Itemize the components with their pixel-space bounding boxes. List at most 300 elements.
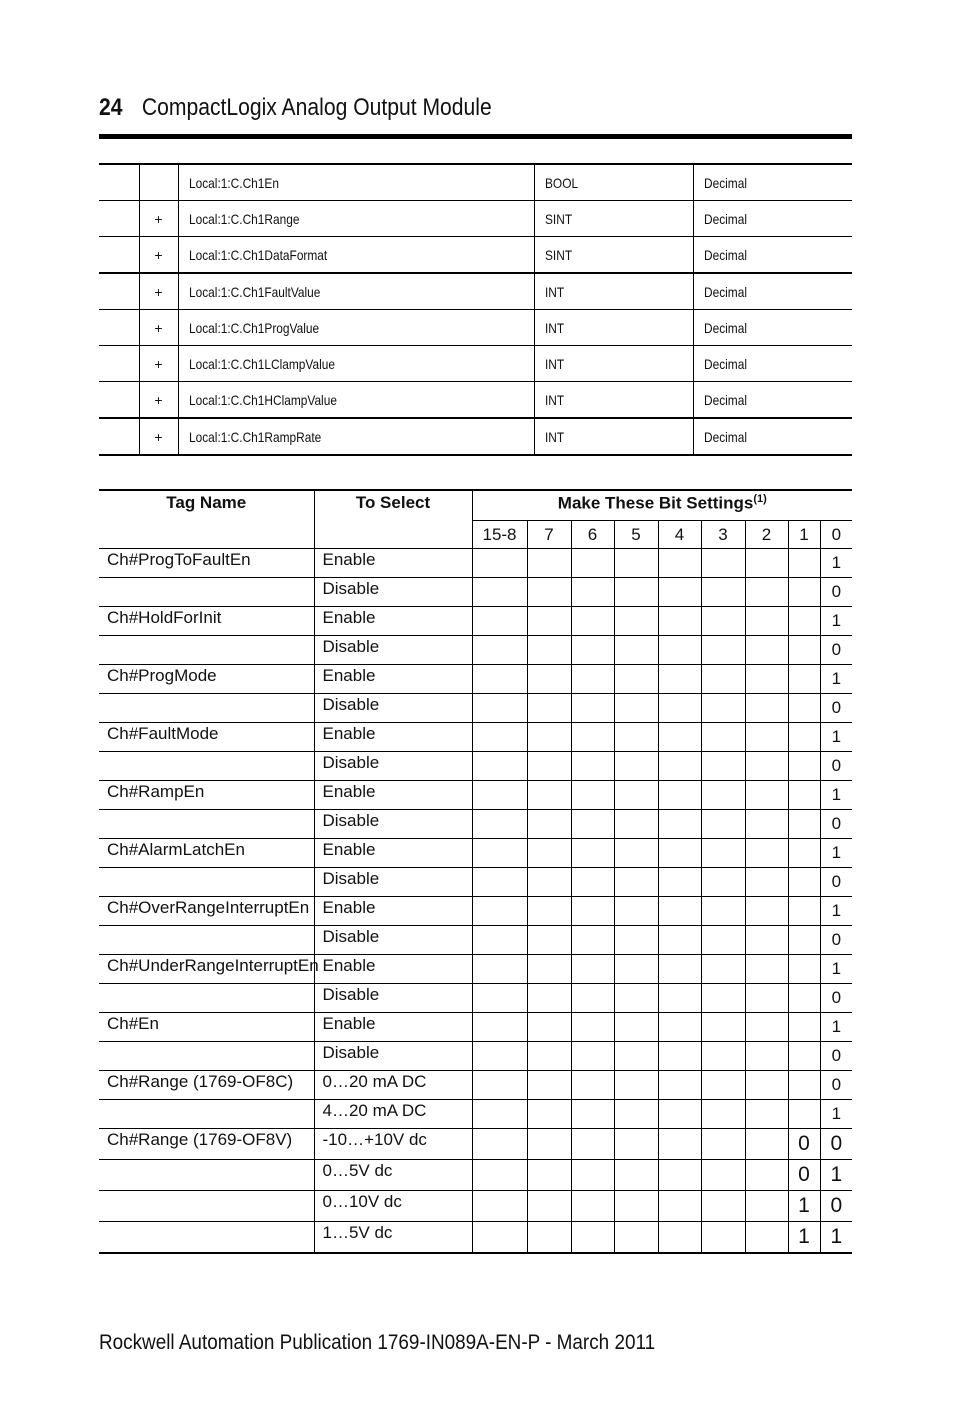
bit-cell bbox=[614, 549, 658, 578]
bit-cell bbox=[527, 1100, 571, 1129]
select-cell: Enable bbox=[314, 897, 472, 926]
bit-cell bbox=[527, 549, 571, 578]
tag-name: Local:1:C.Ch1DataFormat bbox=[188, 246, 327, 263]
bit-1-cell bbox=[788, 752, 820, 781]
bit-cell bbox=[745, 810, 788, 839]
page-header bbox=[99, 94, 492, 122]
select-cell: Enable bbox=[314, 723, 472, 752]
bit-row bbox=[99, 1071, 852, 1100]
bit-cell bbox=[472, 1071, 527, 1100]
bit-row bbox=[99, 752, 852, 781]
bit-cell bbox=[658, 1129, 701, 1160]
footnote-marker: (1) bbox=[753, 493, 767, 505]
bit-cell bbox=[527, 1160, 571, 1191]
bit-0-cell: 0 bbox=[820, 752, 852, 781]
bit-cell bbox=[571, 1160, 614, 1191]
bit-cell bbox=[658, 752, 701, 781]
bit-1-cell bbox=[788, 1100, 820, 1129]
bit-cell bbox=[701, 752, 745, 781]
select-cell: Enable bbox=[314, 839, 472, 868]
bit-cell bbox=[571, 578, 614, 607]
bit-cell bbox=[571, 665, 614, 694]
bit-cell bbox=[614, 723, 658, 752]
bit-row bbox=[99, 1160, 852, 1191]
bit-0-cell: 0 bbox=[820, 636, 852, 665]
bit-cell bbox=[701, 549, 745, 578]
select-cell: Disable bbox=[314, 636, 472, 665]
bit-cell bbox=[658, 607, 701, 636]
bit-cell bbox=[472, 723, 527, 752]
tag-name-cell bbox=[99, 1100, 314, 1129]
data-type: INT bbox=[544, 283, 564, 300]
bit-1-cell bbox=[788, 810, 820, 839]
bit-cell bbox=[658, 955, 701, 984]
bit-cell bbox=[527, 1191, 571, 1222]
bit-cell bbox=[658, 1191, 701, 1222]
bit-cell bbox=[527, 1042, 571, 1071]
bit-cell bbox=[614, 607, 658, 636]
col-bit-settings-label: Make These Bit Settings bbox=[557, 493, 754, 513]
bit-cell bbox=[701, 665, 745, 694]
tag-name-cell: Ch#Range (1769-OF8C) bbox=[99, 1071, 314, 1100]
bit-cell bbox=[472, 810, 527, 839]
tag-name: Local:1:C.Ch1FaultValue bbox=[188, 283, 320, 300]
select-cell: Enable bbox=[314, 955, 472, 984]
bit-cell bbox=[614, 636, 658, 665]
bit-cell bbox=[527, 1222, 571, 1254]
bit-0-cell: 1 bbox=[820, 955, 852, 984]
indent-cell bbox=[99, 418, 139, 455]
bit-cell bbox=[701, 1191, 745, 1222]
bit-row bbox=[99, 1129, 852, 1160]
tag-name-cell bbox=[99, 694, 314, 723]
bit-cell bbox=[472, 607, 527, 636]
select-cell: Enable bbox=[314, 549, 472, 578]
display-style: Decimal bbox=[703, 283, 747, 300]
tag-name-cell bbox=[99, 926, 314, 955]
bit-cell bbox=[571, 1222, 614, 1254]
bit-cell bbox=[571, 1100, 614, 1129]
expand-toggle[interactable]: + bbox=[139, 418, 178, 455]
tag-name-cell: Ch#HoldForInit bbox=[99, 607, 314, 636]
bit-cell bbox=[614, 1042, 658, 1071]
bit-cell bbox=[571, 1071, 614, 1100]
bit-header: 0 bbox=[820, 521, 852, 549]
header-rule bbox=[99, 134, 852, 139]
select-cell: 1…5V dc bbox=[314, 1222, 472, 1254]
bit-cell bbox=[658, 665, 701, 694]
bit-0-cell: 1 bbox=[820, 607, 852, 636]
bit-1-cell bbox=[788, 839, 820, 868]
data-type: SINT bbox=[544, 210, 572, 227]
bit-cell bbox=[745, 1160, 788, 1191]
tag-name-cell: Ch#RampEn bbox=[99, 781, 314, 810]
bit-cell bbox=[701, 578, 745, 607]
bit-cell bbox=[527, 607, 571, 636]
bit-cell bbox=[701, 636, 745, 665]
tag-row bbox=[99, 273, 852, 310]
bit-cell bbox=[745, 694, 788, 723]
display-style: Decimal bbox=[703, 210, 747, 227]
bit-row bbox=[99, 665, 852, 694]
bit-cell bbox=[571, 955, 614, 984]
tag-name: Local:1:C.Ch1Range bbox=[188, 210, 299, 227]
bit-cell bbox=[472, 578, 527, 607]
select-cell: 0…10V dc bbox=[314, 1191, 472, 1222]
bit-row bbox=[99, 926, 852, 955]
bit-1-cell bbox=[788, 549, 820, 578]
tag-name-cell bbox=[99, 1222, 314, 1254]
bit-row bbox=[99, 1100, 852, 1129]
bit-0-cell: 1 bbox=[820, 781, 852, 810]
bit-cell bbox=[472, 1013, 527, 1042]
bit-cell bbox=[658, 578, 701, 607]
bit-cell bbox=[614, 1071, 658, 1100]
bit-row bbox=[99, 897, 852, 926]
tag-name-cell bbox=[99, 636, 314, 665]
bit-row bbox=[99, 549, 852, 578]
data-type: SINT bbox=[544, 246, 572, 263]
bit-cell bbox=[701, 1042, 745, 1071]
bit-cell bbox=[701, 839, 745, 868]
tag-name-cell bbox=[99, 578, 314, 607]
bit-cell bbox=[745, 984, 788, 1013]
bit-cell bbox=[745, 955, 788, 984]
bit-cell bbox=[527, 636, 571, 665]
bit-1-cell bbox=[788, 1071, 820, 1100]
bit-cell bbox=[745, 1100, 788, 1129]
bit-cell bbox=[658, 723, 701, 752]
bit-cell bbox=[658, 839, 701, 868]
bit-cell bbox=[527, 723, 571, 752]
bit-settings-table bbox=[99, 489, 852, 1254]
bit-cell bbox=[614, 752, 658, 781]
bit-0-cell: 1 bbox=[820, 1100, 852, 1129]
bit-cell bbox=[745, 1013, 788, 1042]
bit-cell bbox=[745, 723, 788, 752]
bit-cell bbox=[658, 1100, 701, 1129]
bit-cell bbox=[472, 1191, 527, 1222]
bit-cell bbox=[745, 1129, 788, 1160]
bit-cell bbox=[527, 1013, 571, 1042]
bit-0-cell: 1 bbox=[820, 723, 852, 752]
bit-cell bbox=[701, 897, 745, 926]
select-cell: Disable bbox=[314, 926, 472, 955]
bit-cell bbox=[658, 694, 701, 723]
bit-cell bbox=[614, 955, 658, 984]
bit-cell bbox=[745, 752, 788, 781]
tag-name-cell: Ch#AlarmLatchEn bbox=[99, 839, 314, 868]
bit-cell bbox=[658, 781, 701, 810]
tag-name: Local:1:C.Ch1LClampValue bbox=[188, 355, 335, 372]
bit-row bbox=[99, 955, 852, 984]
bit-cell bbox=[658, 984, 701, 1013]
bit-cell bbox=[745, 897, 788, 926]
bit-cell bbox=[527, 665, 571, 694]
bit-row bbox=[99, 723, 852, 752]
bit-cell bbox=[571, 1042, 614, 1071]
tag-name-cell: Ch#UnderRangeInterruptEn bbox=[99, 955, 314, 984]
bit-cell bbox=[614, 868, 658, 897]
bit-cell bbox=[472, 781, 527, 810]
bit-cell bbox=[614, 694, 658, 723]
bit-cell bbox=[571, 752, 614, 781]
bit-cell bbox=[472, 694, 527, 723]
tag-name: Local:1:C.Ch1HClampValue bbox=[188, 391, 337, 408]
bit-cell bbox=[614, 926, 658, 955]
bit-1-cell bbox=[788, 868, 820, 897]
tag-name-cell bbox=[99, 868, 314, 897]
bit-cell bbox=[701, 868, 745, 897]
bit-row bbox=[99, 1013, 852, 1042]
data-type: INT bbox=[544, 355, 564, 372]
bit-cell bbox=[658, 897, 701, 926]
bit-cell bbox=[701, 694, 745, 723]
bit-row bbox=[99, 839, 852, 868]
bit-1-cell bbox=[788, 926, 820, 955]
bit-cell bbox=[745, 1191, 788, 1222]
bit-cell bbox=[701, 926, 745, 955]
bit-cell bbox=[658, 1071, 701, 1100]
bit-cell bbox=[571, 810, 614, 839]
bit-row bbox=[99, 1191, 852, 1222]
tag-name-cell bbox=[99, 984, 314, 1013]
bit-header: 15-8 bbox=[472, 521, 527, 549]
bit-row bbox=[99, 607, 852, 636]
select-cell: Enable bbox=[314, 665, 472, 694]
bit-cell bbox=[745, 926, 788, 955]
select-cell: Enable bbox=[314, 1013, 472, 1042]
col-to-select: To Select bbox=[314, 490, 472, 549]
indent-cell bbox=[99, 310, 139, 346]
bit-0-cell: 0 bbox=[820, 1071, 852, 1100]
bit-0-cell: 0 bbox=[820, 578, 852, 607]
tag-name: Local:1:C.Ch1RampRate bbox=[188, 428, 321, 445]
bit-cell bbox=[527, 955, 571, 984]
bit-row bbox=[99, 694, 852, 723]
bit-cell bbox=[745, 607, 788, 636]
tag-row bbox=[99, 382, 852, 419]
bit-header: 2 bbox=[745, 521, 788, 549]
bit-cell bbox=[472, 1222, 527, 1254]
bit-cell bbox=[527, 1129, 571, 1160]
bit-cell bbox=[658, 926, 701, 955]
bit-cell bbox=[658, 868, 701, 897]
tag-name-cell: Ch#Range (1769-OF8V) bbox=[99, 1129, 314, 1160]
bit-0-cell: 0 bbox=[820, 1042, 852, 1071]
bit-1-cell bbox=[788, 1013, 820, 1042]
bit-1-cell bbox=[788, 665, 820, 694]
bit-row bbox=[99, 1222, 852, 1254]
bit-cell bbox=[571, 1129, 614, 1160]
bit-0-cell: 1 bbox=[820, 1160, 852, 1191]
data-type: BOOL bbox=[544, 174, 578, 191]
select-cell: Disable bbox=[314, 868, 472, 897]
tag-row bbox=[99, 164, 852, 201]
display-style: Decimal bbox=[703, 355, 747, 372]
bit-cell bbox=[571, 926, 614, 955]
bit-row bbox=[99, 781, 852, 810]
display-style: Decimal bbox=[703, 246, 747, 263]
bit-cell bbox=[472, 897, 527, 926]
bit-cell bbox=[701, 1100, 745, 1129]
bit-cell bbox=[658, 1042, 701, 1071]
bit-cell bbox=[614, 1191, 658, 1222]
bit-cell bbox=[527, 1071, 571, 1100]
bit-0-cell: 0 bbox=[820, 926, 852, 955]
bit-cell bbox=[745, 1042, 788, 1071]
expand-toggle[interactable]: + bbox=[139, 310, 178, 346]
bit-0-cell: 1 bbox=[820, 1013, 852, 1042]
indent-cell bbox=[99, 237, 139, 274]
tag-name: Local:1:C.Ch1ProgValue bbox=[188, 319, 319, 336]
tag-name-cell: Ch#FaultMode bbox=[99, 723, 314, 752]
bit-cell bbox=[571, 839, 614, 868]
bit-1-cell bbox=[788, 723, 820, 752]
expand-toggle[interactable]: + bbox=[139, 382, 178, 419]
bit-cell bbox=[614, 839, 658, 868]
expand-toggle[interactable]: + bbox=[139, 237, 178, 274]
tag-name-cell: Ch#ProgToFaultEn bbox=[99, 549, 314, 578]
bit-1-cell bbox=[788, 636, 820, 665]
tag-name-cell bbox=[99, 1160, 314, 1191]
bit-cell bbox=[658, 636, 701, 665]
bit-cell bbox=[745, 1222, 788, 1254]
bit-cell bbox=[701, 1222, 745, 1254]
indent-cell bbox=[99, 382, 139, 419]
bit-1-cell bbox=[788, 897, 820, 926]
bit-1-cell bbox=[788, 984, 820, 1013]
bit-1-cell bbox=[788, 694, 820, 723]
bit-cell bbox=[658, 810, 701, 839]
bit-cell bbox=[614, 810, 658, 839]
indent-cell bbox=[99, 346, 139, 382]
bit-1-cell: 1 bbox=[788, 1191, 820, 1222]
bit-cell bbox=[527, 694, 571, 723]
bit-cell bbox=[472, 926, 527, 955]
bit-cell bbox=[571, 897, 614, 926]
select-cell: 4…20 mA DC bbox=[314, 1100, 472, 1129]
bit-cell bbox=[701, 1160, 745, 1191]
bit-cell bbox=[571, 868, 614, 897]
bit-cell bbox=[658, 1222, 701, 1254]
expand-toggle[interactable]: + bbox=[139, 346, 178, 382]
indent-cell bbox=[99, 273, 139, 310]
bit-1-cell bbox=[788, 1042, 820, 1071]
expand-toggle[interactable] bbox=[139, 164, 178, 201]
bit-cell bbox=[571, 781, 614, 810]
bit-cell bbox=[658, 1160, 701, 1191]
bit-cell bbox=[658, 549, 701, 578]
bit-row bbox=[99, 810, 852, 839]
tag-name-cell bbox=[99, 810, 314, 839]
bit-0-cell: 1 bbox=[820, 1222, 852, 1254]
bit-cell bbox=[614, 984, 658, 1013]
bit-0-cell: 1 bbox=[820, 897, 852, 926]
tag-row bbox=[99, 237, 852, 274]
bit-cell bbox=[527, 839, 571, 868]
bit-cell bbox=[472, 1160, 527, 1191]
bit-cell bbox=[614, 665, 658, 694]
bit-cell bbox=[614, 781, 658, 810]
bit-cell bbox=[571, 984, 614, 1013]
bit-header: 5 bbox=[614, 521, 658, 549]
bit-cell bbox=[614, 1129, 658, 1160]
bit-1-cell bbox=[788, 955, 820, 984]
select-cell: 0…5V dc bbox=[314, 1160, 472, 1191]
bit-cell bbox=[472, 1100, 527, 1129]
display-style: Decimal bbox=[703, 428, 747, 445]
display-style: Decimal bbox=[703, 319, 747, 336]
bit-cell bbox=[472, 868, 527, 897]
data-type: INT bbox=[544, 319, 564, 336]
page-number: 24 bbox=[99, 94, 123, 121]
bit-0-cell: 0 bbox=[820, 1191, 852, 1222]
expand-toggle[interactable]: + bbox=[139, 273, 178, 310]
bit-header: 1 bbox=[788, 521, 820, 549]
select-cell: Disable bbox=[314, 578, 472, 607]
tag-row bbox=[99, 418, 852, 455]
bit-cell bbox=[614, 1013, 658, 1042]
bit-0-cell: 1 bbox=[820, 665, 852, 694]
bit-cell bbox=[527, 810, 571, 839]
display-style: Decimal bbox=[703, 174, 747, 191]
data-type: INT bbox=[544, 428, 564, 445]
bit-cell bbox=[527, 926, 571, 955]
tag-name-cell bbox=[99, 1042, 314, 1071]
bit-1-cell: 0 bbox=[788, 1129, 820, 1160]
bit-cell bbox=[571, 549, 614, 578]
bit-cell bbox=[701, 955, 745, 984]
bit-0-cell: 0 bbox=[820, 868, 852, 897]
bit-1-cell: 1 bbox=[788, 1222, 820, 1254]
select-cell: Enable bbox=[314, 607, 472, 636]
bit-cell bbox=[527, 984, 571, 1013]
bit-cell bbox=[745, 549, 788, 578]
expand-toggle[interactable]: + bbox=[139, 201, 178, 237]
bit-cell bbox=[472, 752, 527, 781]
bit-0-cell: 1 bbox=[820, 839, 852, 868]
bit-cell bbox=[658, 1013, 701, 1042]
select-cell: Disable bbox=[314, 984, 472, 1013]
bit-cell bbox=[745, 839, 788, 868]
bit-cell bbox=[527, 897, 571, 926]
bit-cell bbox=[745, 665, 788, 694]
bit-cell bbox=[745, 578, 788, 607]
bit-cell bbox=[614, 1160, 658, 1191]
select-cell: 0…20 mA DC bbox=[314, 1071, 472, 1100]
bit-cell bbox=[527, 578, 571, 607]
bit-cell bbox=[614, 1222, 658, 1254]
bit-cell bbox=[472, 665, 527, 694]
tag-table bbox=[99, 163, 852, 456]
bit-cell bbox=[472, 839, 527, 868]
bit-cell bbox=[571, 1191, 614, 1222]
bit-1-cell: 0 bbox=[788, 1160, 820, 1191]
bit-cell bbox=[701, 607, 745, 636]
bit-0-cell: 0 bbox=[820, 984, 852, 1013]
data-type: INT bbox=[544, 391, 564, 408]
bit-header: 6 bbox=[571, 521, 614, 549]
indent-cell bbox=[99, 201, 139, 237]
bit-header: 4 bbox=[658, 521, 701, 549]
bit-cell bbox=[472, 984, 527, 1013]
bit-cell bbox=[745, 868, 788, 897]
bit-cell bbox=[701, 1129, 745, 1160]
bit-cell bbox=[614, 578, 658, 607]
bit-cell bbox=[571, 723, 614, 752]
bit-cell bbox=[571, 607, 614, 636]
